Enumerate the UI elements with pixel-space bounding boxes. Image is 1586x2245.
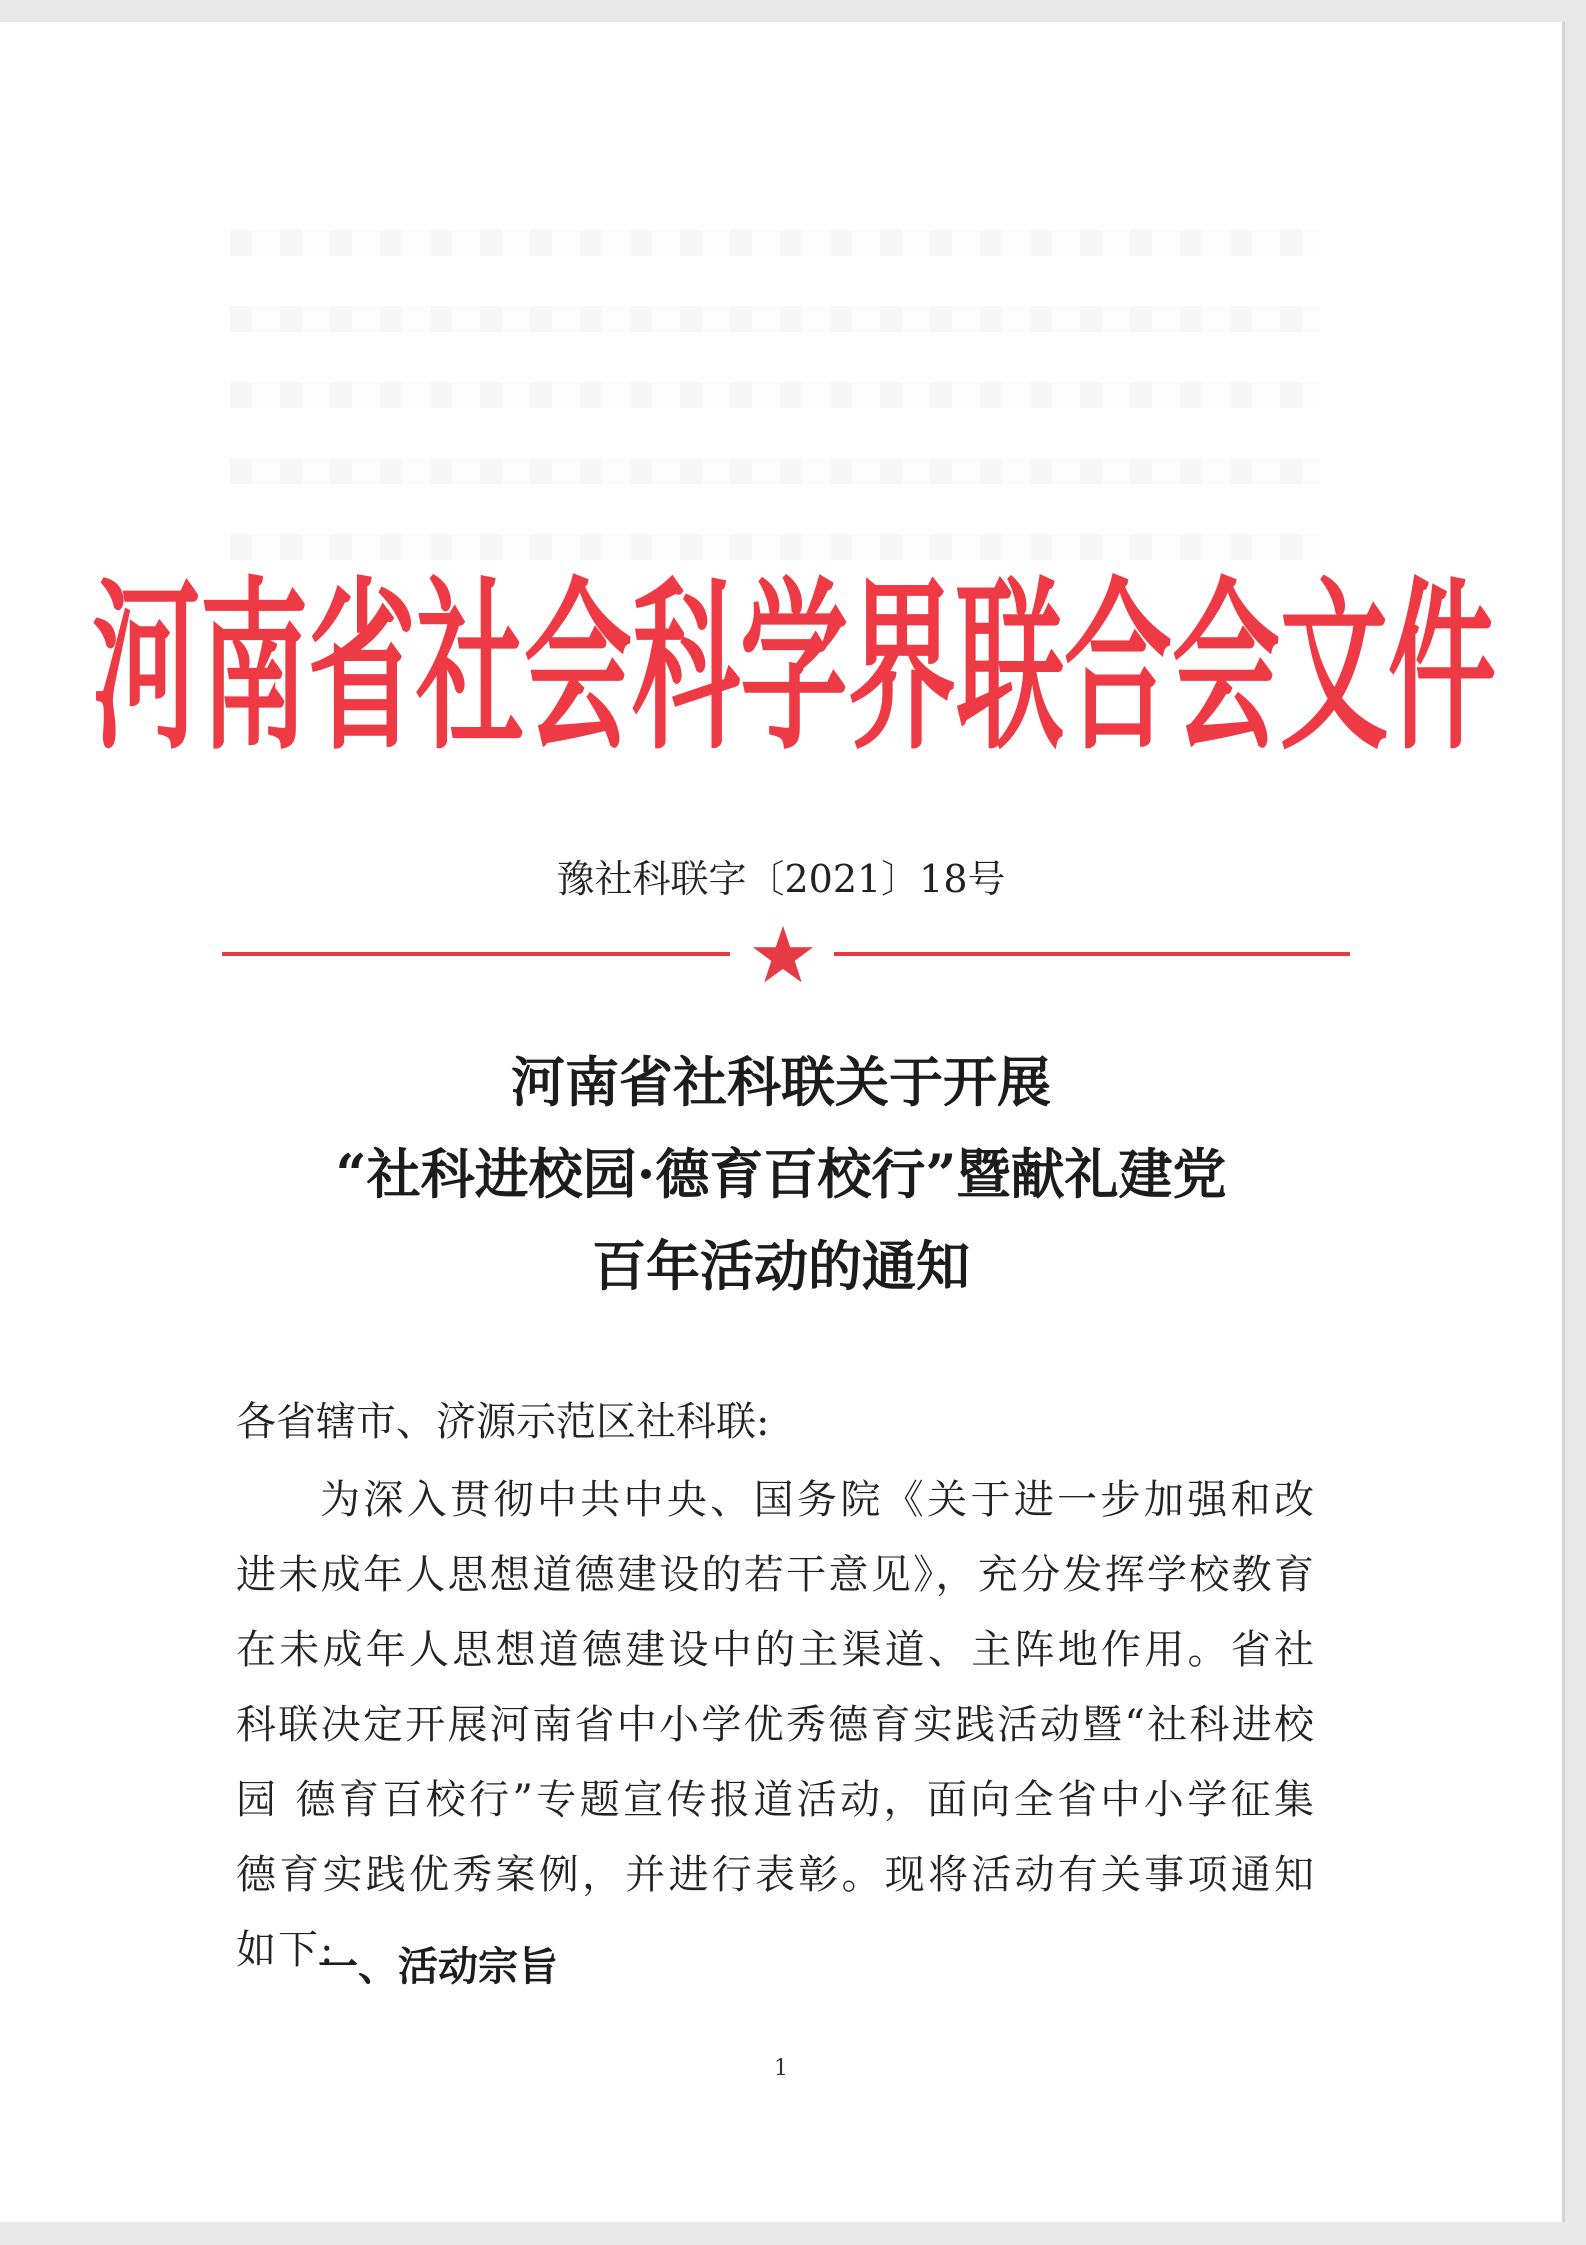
salutation: 各省辖市、济源示范区社科联: (236, 1399, 770, 1445)
bleed-through-line (230, 306, 1320, 332)
bleed-through-line (230, 230, 1320, 256)
masthead-title: 河南省社会科学界联合会文件 (92, 562, 1497, 776)
bleed-through-line (230, 458, 1320, 484)
notice-title-line-1: 河南省社科联关于开展 (511, 1050, 1051, 1114)
notice-title-line-3: 百年活动的通知 (592, 1234, 970, 1298)
body-paragraph: 为深入贯彻中共中央、国务院《关于进一步加强和改进未成年人思想道德建设的若干意见》，充分发挥学校教育在未成年人思想道德建设中的主渠道、主阵地作用。省社科联决定开展河南省中小学优秀德育实践活动暨“社科进校园 德育百校行”专题宣传报道活动，面向全省中小学征集德育实践优秀案例，并进行表彰。现将活动有关事项通知如下: (236, 1477, 1316, 1973)
divider-rule-right (834, 952, 1350, 956)
bleed-through-line (230, 382, 1320, 408)
star-icon (752, 924, 814, 986)
notice-title-line-2: “社科进校园·德育百校行”暨献礼建党 (335, 1142, 1227, 1206)
page-number: 1 (774, 2056, 788, 2081)
document-number: 豫社科联字〔2021〕18号 (556, 857, 1006, 901)
divider-rule-left (222, 952, 730, 956)
section-heading: 一、活动宗旨 (318, 1943, 558, 1990)
page-edge (1562, 22, 1565, 2222)
